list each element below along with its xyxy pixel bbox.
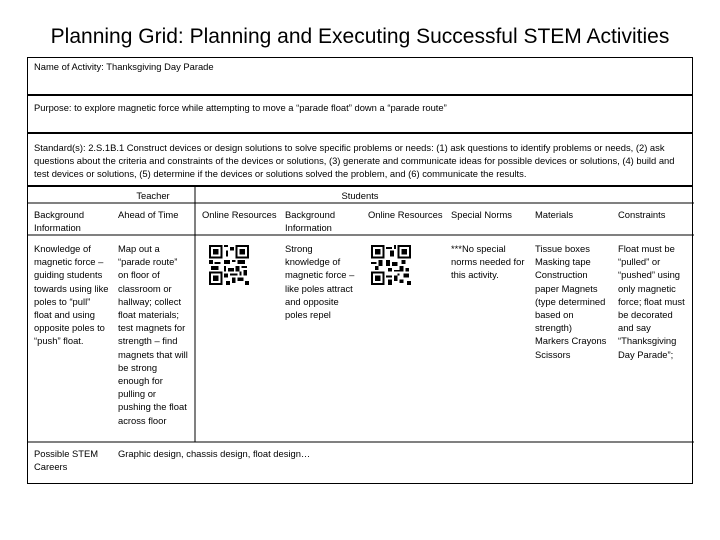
students-group-header: Students: [341, 190, 379, 201]
planning-grid: [27, 186, 693, 484]
col-header-student-background: Background Information: [285, 209, 336, 234]
careers-value: Graphic design, chassis design, float design…: [118, 448, 311, 459]
col-header-special-norms: Special Norms: [451, 209, 512, 220]
constraints-cell: Float must be “pulled” or “pushed” using only magnetic force; float must be decorated and say “Thanksgiving Day Parade”;: [618, 243, 685, 360]
purpose-text: Purpose: to explore magnetic force while attempting to move a “parade float” down a “parade route”: [34, 102, 447, 113]
teacher-background-cell: Knowledge of magnetic force – guiding students towards using like poles to “pull” float and using opposite poles to “push” float.: [34, 243, 109, 347]
activity-name: Name of Activity: Thanksgiving Day Parade: [34, 61, 214, 72]
special-norms-cell: ***No special norms needed for this activity.: [451, 243, 525, 281]
col-header-teacher-background: Background Information: [34, 209, 85, 234]
col-header-teacher-online: Online Resources: [202, 209, 277, 220]
careers-label: Possible STEM Careers: [34, 448, 99, 473]
student-background-cell: Strong knowledge of magnetic force – like poles attract and opposite poles repel: [285, 243, 355, 321]
activity-name-box: [27, 57, 693, 95]
standard-text: Standard(s): 2.S.1B.1 Construct devices or design solutions to solve specific problems or needs: (1) ask questions to identify problems or needs, (2) ask questions about the criteria and constraints of the devices or solutions, (3) generate and communicate ideas for possible devices or solutions, (4) build and test devices or solutions, (5) determine if the devices or solutions solved the problem, and (6) communicate the results.: [34, 142, 675, 179]
qr-code-icon: [371, 245, 411, 285]
qr-code-icon: [209, 245, 249, 285]
purpose-box: [27, 95, 693, 133]
page-title: Planning Grid: Planning and Executing Successful STEM Activities: [50, 25, 670, 48]
col-header-constraints: Constraints: [618, 209, 666, 220]
standard-box: [27, 133, 693, 186]
col-header-materials: Materials: [535, 209, 574, 220]
ahead-of-time-cell: Map out a “parade route” on floor of classroom or hallway; collect float materials; test magnets for strength – find magnets that will be strong enough for pulling or pushing the float across floor: [118, 243, 188, 426]
teacher-group-header: Teacher: [136, 190, 170, 201]
materials-cell: Tissue boxes Masking tape Construction paper Magnets (type determined based on strength) Markers Crayons Scissors: [535, 243, 607, 360]
col-header-ahead-of-time: Ahead of Time: [118, 209, 179, 220]
col-header-student-online: Online Resources: [368, 209, 443, 220]
